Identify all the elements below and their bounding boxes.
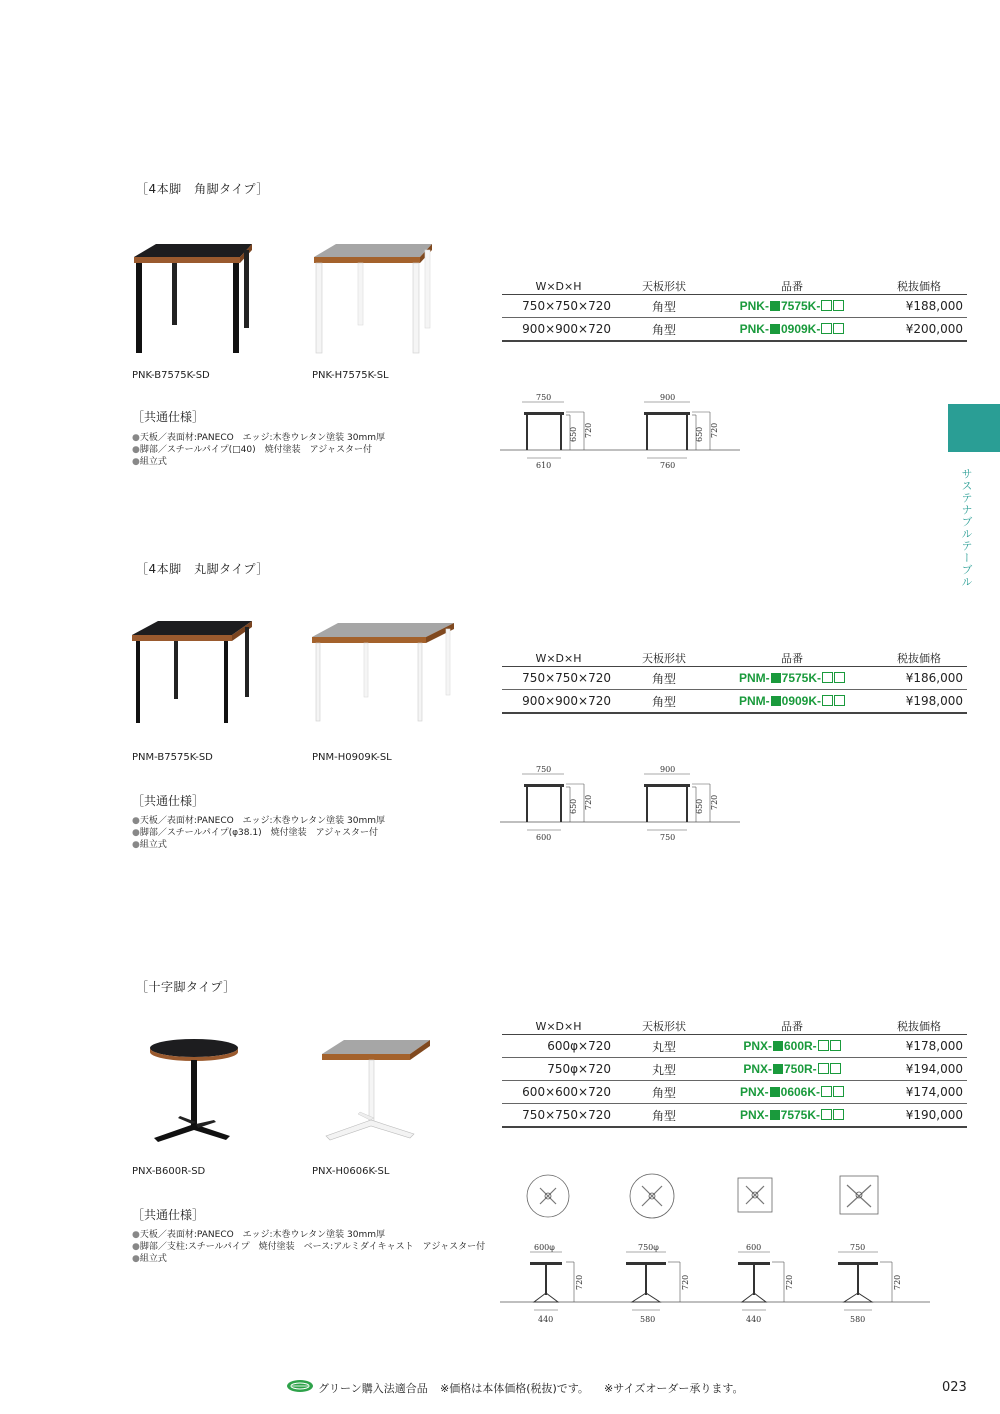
header-shape: 天板形状: [615, 650, 713, 667]
svg-text:720: 720: [681, 1274, 690, 1290]
section-title: ［4本脚 角脚タイプ］: [136, 182, 269, 196]
table-row: 600φ×720 丸型 PNX- 600R- ¥178,000: [502, 1035, 967, 1058]
dimension-drawing: [500, 390, 740, 472]
svg-text:720: 720: [785, 1274, 794, 1290]
header-price: 税抜価格: [871, 278, 967, 295]
photo-caption: PNX-B600R-SD: [132, 1166, 206, 1177]
photo-caption: PNK-B7575K-SD: [132, 370, 210, 381]
table-photo-black-square-leg: [128, 240, 258, 360]
svg-text:750: 750: [850, 1243, 866, 1252]
svg-text:900: 900: [660, 765, 676, 774]
photo-caption: PNM-B7575K-SD: [132, 752, 213, 763]
spec-list: ●天板／表面材:PANECO エッジ:木巻ウレタン塗装 30mm厚 ●脚部／スチールパイプ(□40) 焼付塗装 アジャスター付 ●組立式: [132, 433, 386, 467]
category-tab: [948, 404, 1000, 452]
table-row: 750φ×720 丸型 PNX- 750R- ¥194,000: [502, 1058, 967, 1081]
svg-text:600: 600: [746, 1243, 762, 1252]
green-law-label: グリーン購入法適合品: [318, 1382, 428, 1395]
header-size: W×D×H: [502, 278, 615, 295]
spec-title: ［共通仕様］: [132, 1208, 205, 1222]
svg-text:900: 900: [660, 393, 676, 402]
spec-title: ［共通仕様］: [132, 794, 205, 808]
svg-text:750: 750: [660, 833, 676, 842]
table-photo-black-round-leg: [128, 618, 258, 730]
price-table: [502, 1018, 967, 1128]
category-label: サステナブルテーブル: [960, 468, 973, 588]
section-title: ［十字脚タイプ］: [136, 980, 236, 994]
photo-caption: PNM-H0909K-SL: [312, 752, 392, 763]
size-note: ※サイズオーダー承ります。: [604, 1382, 744, 1395]
svg-text:650: 650: [695, 798, 704, 814]
svg-text:720: 720: [584, 422, 593, 438]
svg-text:720: 720: [710, 794, 719, 810]
svg-text:440: 440: [538, 1315, 554, 1324]
svg-text:650: 650: [569, 798, 578, 814]
dimension-drawing: [500, 762, 740, 844]
header-size: W×D×H: [502, 650, 615, 667]
header-code: 品番: [713, 278, 871, 295]
header-code: 品番: [713, 650, 871, 667]
top-view-drawings: [520, 1170, 890, 1222]
table-photo-black-round-top-cross-base: [148, 1036, 248, 1148]
svg-text:600: 600: [536, 833, 552, 842]
spec-list: ●天板／表面材:PANECO エッジ:木巻ウレタン塗装 30mm厚 ●脚部／支柱:スチールパイプ 焼付塗装 ベース:アルミダイキャスト アジャスター付 ●組立式: [132, 1230, 486, 1264]
table-row: 900×900×720 角型 PNK- 0909K- ¥200,000: [502, 318, 967, 342]
price-table: [502, 278, 967, 342]
svg-text:650: 650: [695, 426, 704, 442]
price-note: ※価格は本体価格(税抜)です。: [440, 1382, 589, 1395]
svg-text:610: 610: [536, 461, 552, 470]
svg-text:750: 750: [536, 765, 552, 774]
svg-text:720: 720: [710, 422, 719, 438]
header-shape: 天板形状: [615, 278, 713, 295]
header-shape: 天板形状: [615, 1018, 713, 1035]
svg-text:720: 720: [584, 794, 593, 810]
header-code: 品番: [713, 1018, 871, 1035]
page-number: 023: [942, 1380, 967, 1395]
green-mark-icon: [286, 1379, 314, 1393]
table-photo-white-square-leg: [308, 240, 438, 360]
table-photo-white-round-leg: [308, 620, 458, 726]
svg-text:720: 720: [575, 1274, 584, 1290]
spec-title: ［共通仕様］: [132, 410, 205, 424]
spec-list: ●天板／表面材:PANECO エッジ:木巻ウレタン塗装 30mm厚 ●脚部／スチールパイプ(φ38.1) 焼付塗装 アジャスター付 ●組立式: [132, 816, 386, 850]
svg-text:650: 650: [569, 426, 578, 442]
header-price: 税抜価格: [871, 650, 967, 667]
header-price: 税抜価格: [871, 1018, 967, 1035]
svg-text:750: 750: [536, 393, 552, 402]
svg-text:580: 580: [640, 1315, 656, 1324]
svg-text:720: 720: [893, 1274, 902, 1290]
table-row: 900×900×720 角型 PNM- 0909K- ¥198,000: [502, 690, 967, 714]
svg-text:440: 440: [746, 1315, 762, 1324]
svg-text:750φ: 750φ: [638, 1243, 659, 1252]
svg-text:580: 580: [850, 1315, 866, 1324]
table-photo-white-square-top-cross-base: [318, 1036, 434, 1148]
photo-caption: PNX-H0606K-SL: [312, 1166, 390, 1177]
table-row: 750×750×720 角型 PNK- 7575K- ¥188,000: [502, 295, 967, 318]
svg-text:760: 760: [660, 461, 676, 470]
table-row: 750×750×720 角型 PNX- 7575K- ¥190,000: [502, 1104, 967, 1128]
table-row: 600×600×720 角型 PNX- 0606K- ¥174,000: [502, 1081, 967, 1104]
svg-text:600φ: 600φ: [534, 1243, 555, 1252]
price-table: [502, 650, 967, 714]
photo-caption: PNK-H7575K-SL: [312, 370, 389, 381]
dimension-drawing: [500, 1238, 930, 1326]
table-row: 750×750×720 角型 PNM- 7575K- ¥186,000: [502, 667, 967, 690]
section-title: ［4本脚 丸脚タイプ］: [136, 562, 269, 576]
header-size: W×D×H: [502, 1018, 615, 1035]
